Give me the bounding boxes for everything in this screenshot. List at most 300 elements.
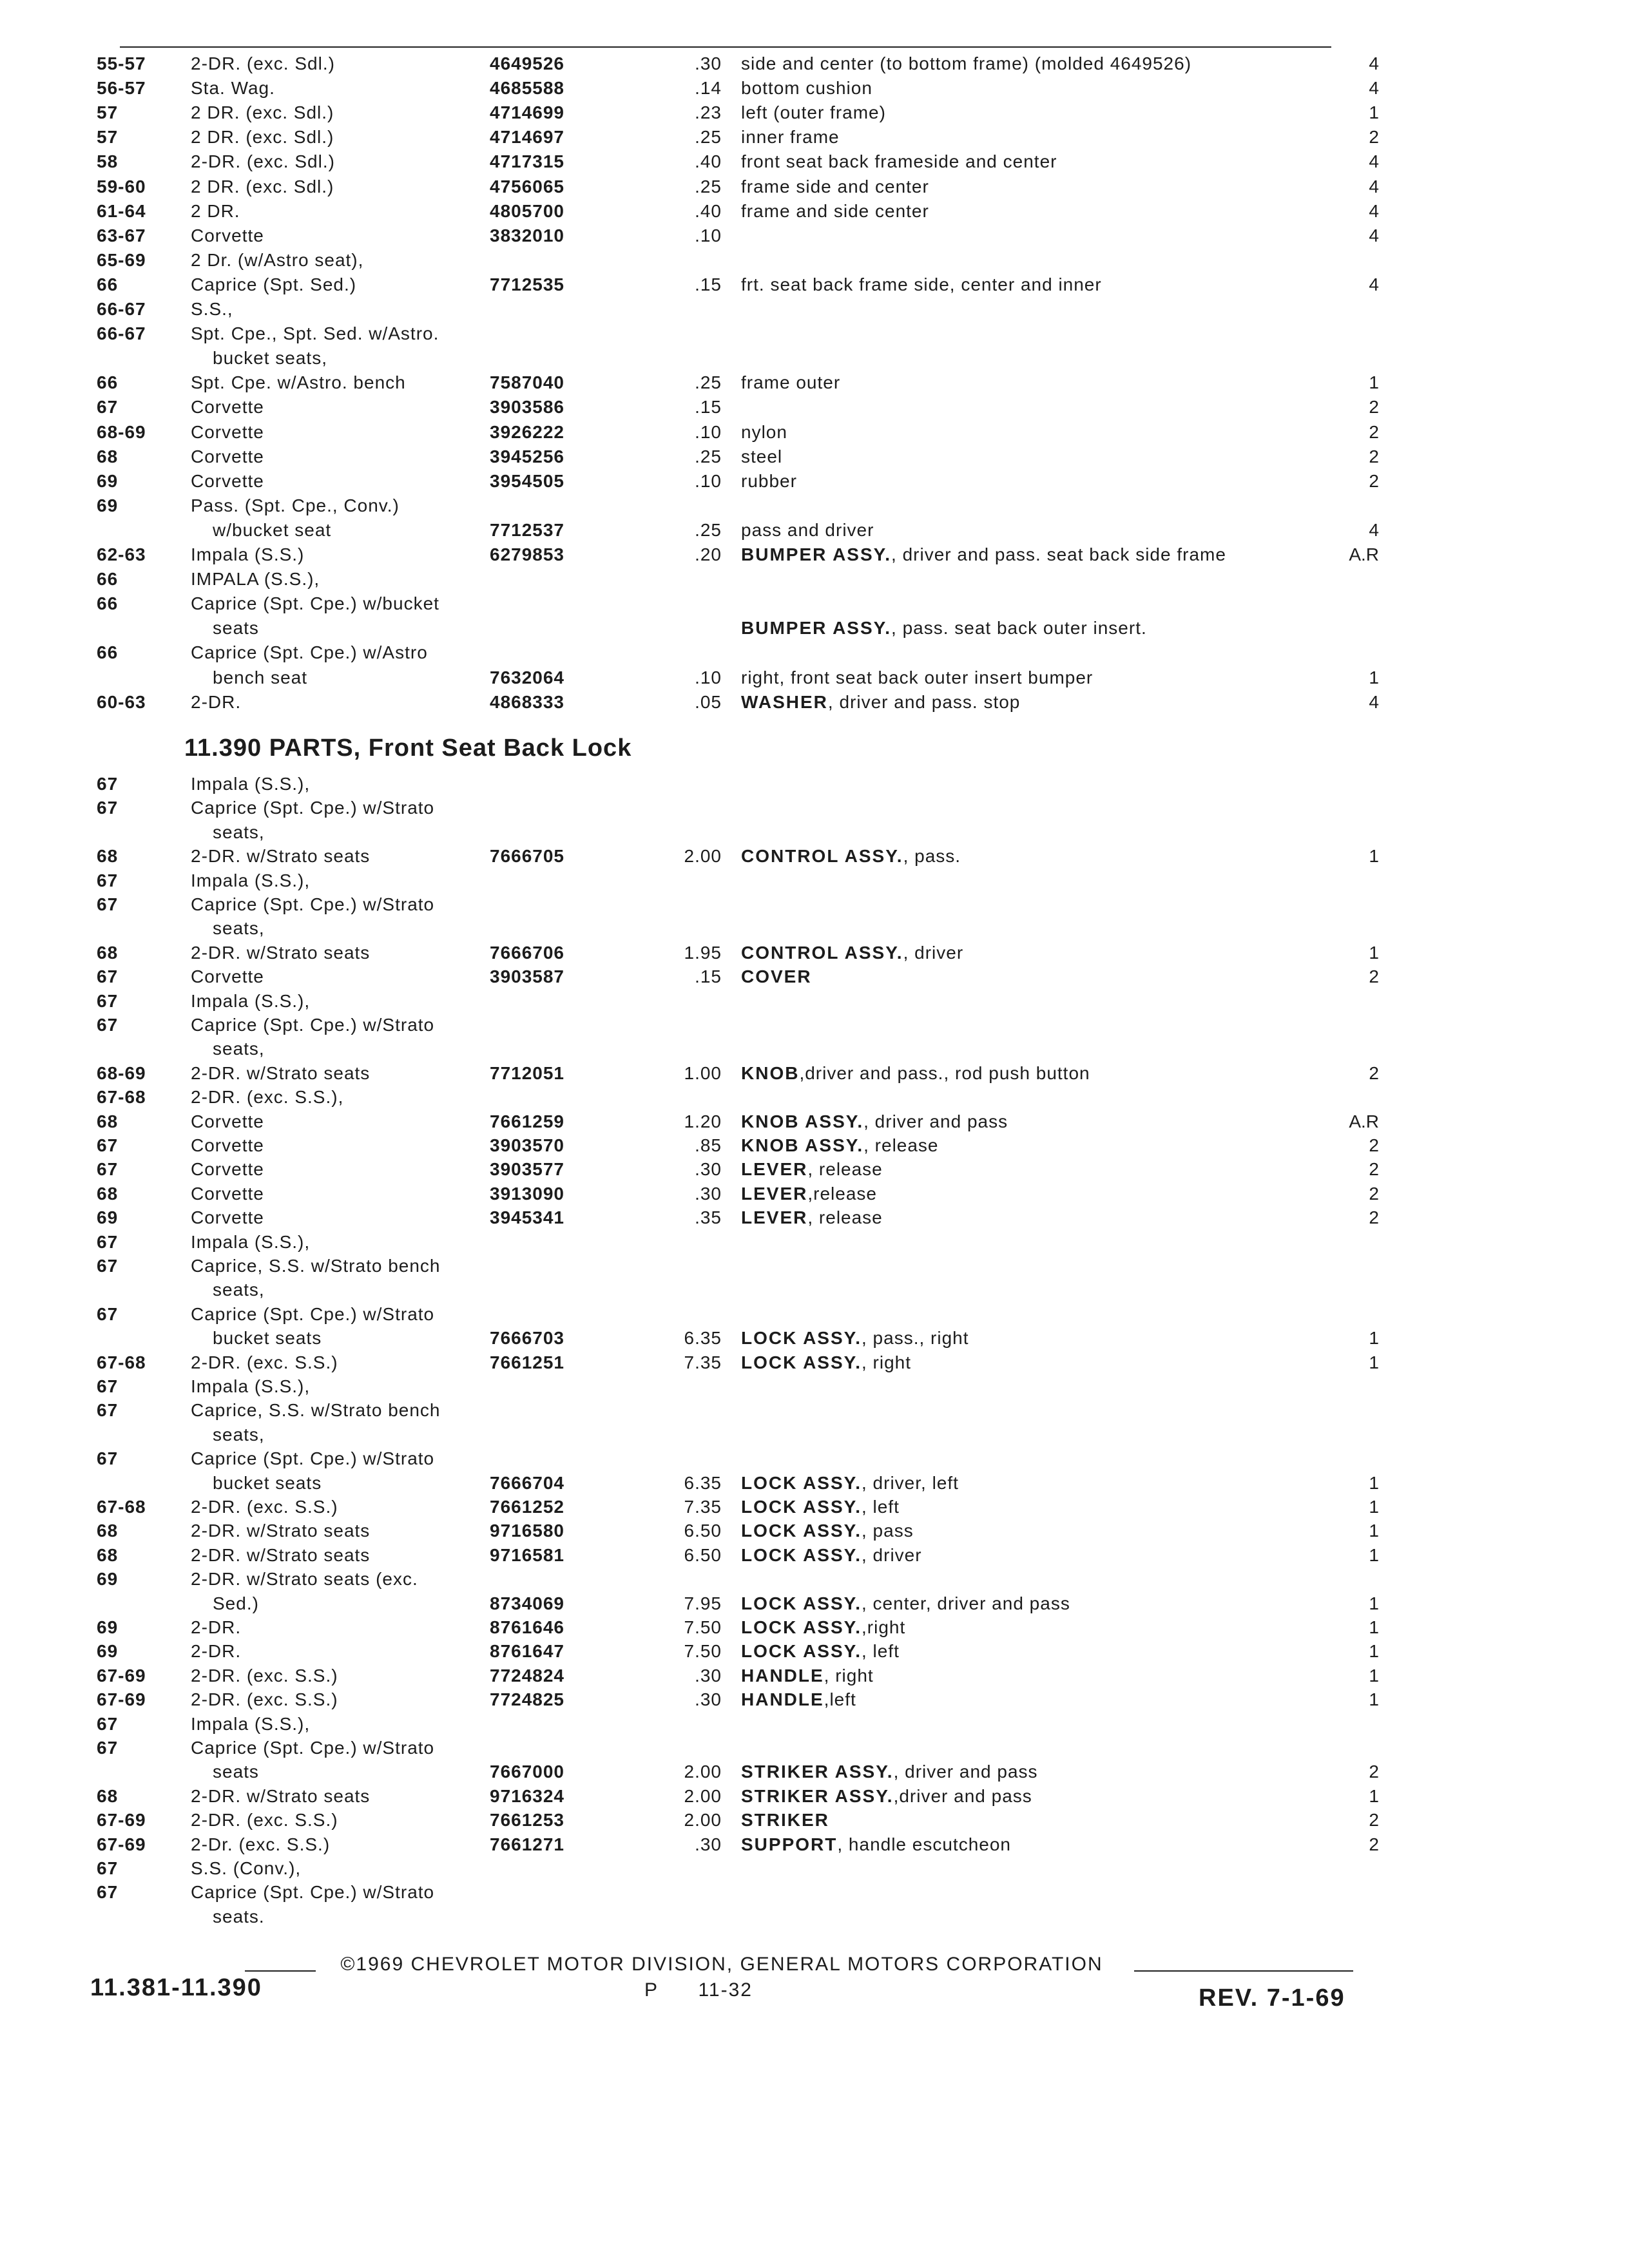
table-row bbox=[0, 1687, 1629, 1712]
part-number-cell: 3832010 bbox=[490, 225, 565, 245]
year-cell: 66 bbox=[97, 372, 119, 393]
model-cell: 2-DR. bbox=[191, 1617, 242, 1637]
table-row bbox=[0, 1398, 1629, 1423]
table-row bbox=[0, 844, 1629, 869]
table-row bbox=[0, 1423, 1629, 1447]
year-cell: 56-57 bbox=[97, 78, 146, 99]
table-row bbox=[0, 796, 1629, 820]
price-cell: .30 bbox=[695, 1834, 722, 1854]
model-cell: Impala (S.S.) bbox=[191, 544, 305, 564]
model-cell: Caprice (Spt. Cpe.) w/Strato bbox=[191, 1738, 435, 1758]
description-cell: frt. seat back frame side, center and inner bbox=[741, 274, 1102, 294]
price-cell: .25 bbox=[695, 127, 722, 148]
part-number-cell: 9716580 bbox=[490, 1521, 565, 1541]
part-number-cell: 7712537 bbox=[490, 519, 565, 540]
description-cell: left (outer frame) bbox=[741, 102, 886, 123]
quantity-cell: 1 bbox=[1369, 1521, 1379, 1541]
table-row bbox=[0, 322, 1629, 346]
table-row bbox=[0, 297, 1629, 322]
quantity-cell: 1 bbox=[1369, 1497, 1379, 1517]
year-cell: 68 bbox=[97, 846, 119, 867]
table-row bbox=[0, 591, 1629, 616]
year-cell: 57 bbox=[97, 102, 119, 123]
part-number-cell: 9716324 bbox=[490, 1785, 565, 1806]
price-cell: .15 bbox=[695, 274, 722, 294]
table-row bbox=[0, 175, 1629, 199]
part-number-cell: 3945256 bbox=[490, 446, 565, 466]
year-cell: 69 bbox=[97, 470, 119, 491]
quantity-cell: 1 bbox=[1369, 846, 1379, 867]
model-cell: Caprice (Spt. Cpe.) w/Strato bbox=[191, 1303, 435, 1324]
table-row bbox=[0, 1519, 1629, 1543]
year-cell: 61-64 bbox=[97, 200, 146, 221]
model-cell: bench seat bbox=[213, 667, 307, 687]
quantity-cell: 2 bbox=[1369, 1183, 1379, 1204]
price-cell: .23 bbox=[695, 102, 722, 123]
quantity-cell: 4 bbox=[1369, 200, 1379, 221]
top-rule bbox=[120, 46, 1331, 48]
model-cell: 2-DR. (exc. S.S.) bbox=[191, 1689, 338, 1710]
model-cell: 2-DR. w/Strato seats bbox=[191, 1521, 371, 1541]
table-row bbox=[0, 149, 1629, 174]
model-cell: Caprice, S.S. w/Strato bench bbox=[191, 1256, 441, 1276]
model-cell: 2-DR. (exc. S.S.) bbox=[191, 1497, 338, 1517]
part-number-cell: 3926222 bbox=[490, 421, 565, 442]
quantity-cell: 2 bbox=[1369, 397, 1379, 418]
part-name: BUMPER ASSY. bbox=[741, 544, 892, 564]
part-number-cell: 7666703 bbox=[490, 1328, 565, 1349]
part-number-cell: 7661259 bbox=[490, 1111, 565, 1131]
table-row bbox=[0, 892, 1629, 917]
table-row bbox=[0, 690, 1629, 715]
model-cell: 2-DR. w/Strato seats (exc. bbox=[191, 1569, 418, 1590]
year-cell: 68 bbox=[97, 1544, 119, 1565]
model-cell: bucket seats, bbox=[213, 348, 327, 369]
table-row bbox=[0, 1182, 1629, 1206]
description-cell: frame outer bbox=[741, 372, 841, 393]
table-row bbox=[0, 1013, 1629, 1037]
part-name: KNOB bbox=[741, 1062, 800, 1083]
year-cell: 67-68 bbox=[97, 1352, 146, 1372]
quantity-cell: 1 bbox=[1369, 667, 1379, 687]
part-number-cell: 3954505 bbox=[490, 470, 565, 491]
part-name: LEVER bbox=[741, 1183, 808, 1204]
price-cell: 7.35 bbox=[684, 1497, 722, 1517]
model-cell: Sed.) bbox=[213, 1593, 259, 1613]
year-cell: 67 bbox=[97, 1231, 119, 1252]
part-number-cell: 7724824 bbox=[490, 1665, 565, 1686]
table-row bbox=[0, 1254, 1629, 1278]
description-cell: STRIKER ASSY.,driver and pass bbox=[741, 1785, 1032, 1806]
part-name: HANDLE bbox=[741, 1689, 824, 1710]
part-name: LOCK ASSY. bbox=[741, 1593, 862, 1613]
model-cell: 2-DR. w/Strato seats bbox=[191, 1785, 371, 1806]
part-number-cell: 7661251 bbox=[490, 1352, 565, 1372]
section-heading: 11.390 PARTS, Front Seat Back Lock bbox=[184, 735, 632, 762]
model-cell: Caprice (Spt. Cpe.) w/Strato bbox=[191, 1015, 435, 1035]
price-cell: .15 bbox=[695, 397, 722, 418]
description-cell: HANDLE,left bbox=[741, 1689, 856, 1710]
table-row bbox=[0, 1856, 1629, 1881]
part-number-cell: 7661253 bbox=[490, 1810, 565, 1831]
model-cell: 2 Dr. (w/Astro seat), bbox=[191, 249, 364, 270]
quantity-cell: 2 bbox=[1369, 1762, 1379, 1782]
model-cell: bucket seats bbox=[213, 1328, 322, 1349]
model-cell: 2-DR. (exc. S.S.) bbox=[191, 1810, 338, 1831]
part-number-cell: 4714697 bbox=[490, 127, 565, 148]
year-cell: 67 bbox=[97, 1376, 119, 1396]
quantity-cell: 1 bbox=[1369, 1328, 1379, 1349]
model-cell: Corvette bbox=[191, 470, 264, 491]
price-cell: 1.20 bbox=[684, 1111, 722, 1131]
part-name: SUPPORT bbox=[741, 1834, 838, 1854]
price-cell: .30 bbox=[695, 1159, 722, 1180]
year-cell: 67 bbox=[97, 1713, 119, 1734]
part-name: CONTROL ASSY. bbox=[741, 942, 903, 963]
year-cell: 65-69 bbox=[97, 249, 146, 270]
table-row bbox=[0, 1591, 1629, 1616]
description-cell: KNOB ASSY., driver and pass bbox=[741, 1111, 1008, 1131]
model-cell: Corvette bbox=[191, 966, 264, 987]
table-row bbox=[0, 1350, 1629, 1375]
model-cell: S.S. (Conv.), bbox=[191, 1858, 302, 1878]
part-name: LOCK ASSY. bbox=[741, 1617, 862, 1637]
part-number-cell: 7666704 bbox=[490, 1472, 565, 1493]
year-cell: 63-67 bbox=[97, 225, 146, 245]
description-cell: bottom cushion bbox=[741, 78, 872, 99]
year-cell: 67 bbox=[97, 1135, 119, 1155]
table-row bbox=[0, 1495, 1629, 1519]
model-cell: 2 DR. bbox=[191, 200, 240, 221]
quantity-cell: 2 bbox=[1369, 421, 1379, 442]
part-name: CONTROL ASSY. bbox=[741, 846, 903, 867]
quantity-cell: 4 bbox=[1369, 151, 1379, 172]
part-name: STRIKER bbox=[741, 1810, 829, 1831]
description-cell bbox=[741, 965, 812, 989]
model-cell: Caprice (Spt. Cpe.) w/Strato bbox=[191, 1882, 435, 1903]
year-cell: 67 bbox=[97, 1256, 119, 1276]
year-cell: 68 bbox=[97, 942, 119, 963]
model-cell: 2 DR. (exc. Sdl.) bbox=[191, 176, 334, 197]
table-row bbox=[0, 616, 1629, 640]
copyright-line: ©1969 CHEVROLET MOTOR DIVISION, GENERAL MOTORS CORPORATION bbox=[340, 1954, 1103, 1975]
part-number-cell: 8761646 bbox=[490, 1617, 565, 1637]
year-cell: 66-67 bbox=[97, 299, 146, 319]
part-number-cell: 7661252 bbox=[490, 1497, 565, 1517]
price-cell: .85 bbox=[695, 1135, 722, 1155]
table-row bbox=[0, 273, 1629, 297]
part-name: LOCK ASSY. bbox=[741, 1352, 862, 1372]
model-cell: seats. bbox=[213, 1906, 265, 1927]
model-cell: Corvette bbox=[191, 1111, 264, 1131]
part-name: KNOB ASSY. bbox=[741, 1135, 864, 1155]
description-cell: BUMPER ASSY., pass. seat back outer insert. bbox=[741, 618, 1147, 639]
part-name: LEVER bbox=[741, 1207, 808, 1228]
model-cell: Caprice, S.S. w/Strato bench bbox=[191, 1400, 441, 1421]
table-row bbox=[0, 965, 1629, 989]
page-number: P 11-32 bbox=[644, 1979, 753, 2001]
model-cell: 2-DR. w/Strato seats bbox=[191, 942, 371, 963]
quantity-cell: 1 bbox=[1369, 1593, 1379, 1613]
table-row bbox=[0, 1374, 1629, 1399]
table-row bbox=[0, 199, 1629, 224]
description-cell: steel bbox=[741, 446, 783, 466]
model-cell: Corvette bbox=[191, 1207, 264, 1228]
table-row bbox=[0, 1567, 1629, 1591]
description-cell: SUPPORT, handle escutcheon bbox=[741, 1834, 1011, 1854]
year-cell: 67 bbox=[97, 798, 119, 818]
price-cell: .10 bbox=[695, 225, 722, 245]
year-cell: 69 bbox=[97, 1207, 119, 1228]
price-cell: .05 bbox=[695, 691, 722, 712]
model-cell: 2-DR. (exc. Sdl.) bbox=[191, 53, 335, 73]
quantity-cell: 1 bbox=[1369, 1472, 1379, 1493]
table-row bbox=[0, 1110, 1629, 1134]
model-cell: seats, bbox=[213, 822, 265, 842]
part-name: HANDLE bbox=[741, 1665, 824, 1686]
model-cell: 2 DR. (exc. Sdl.) bbox=[191, 127, 334, 148]
table-row bbox=[0, 772, 1629, 796]
table-row bbox=[0, 1639, 1629, 1664]
description-cell: CONTROL ASSY., driver bbox=[741, 942, 964, 963]
table-row bbox=[0, 1905, 1629, 1929]
year-cell: 58 bbox=[97, 151, 119, 172]
table-row bbox=[0, 1832, 1629, 1857]
part-number-cell: 4649526 bbox=[490, 53, 565, 73]
table-row bbox=[0, 494, 1629, 518]
year-cell: 67 bbox=[97, 774, 119, 794]
quantity-cell: 2 bbox=[1369, 1207, 1379, 1228]
table-row bbox=[0, 1085, 1629, 1110]
year-cell: 67 bbox=[97, 894, 119, 914]
quantity-cell: 1 bbox=[1369, 1689, 1379, 1710]
table-row bbox=[0, 346, 1629, 370]
year-cell: 67 bbox=[97, 397, 119, 418]
model-cell: Corvette bbox=[191, 446, 264, 466]
quantity-cell: 2 bbox=[1369, 446, 1379, 466]
part-number-cell: 3903577 bbox=[490, 1159, 565, 1180]
table-row bbox=[0, 125, 1629, 149]
price-cell: .25 bbox=[695, 176, 722, 197]
year-cell: 67-69 bbox=[97, 1834, 146, 1854]
quantity-cell: 4 bbox=[1369, 274, 1379, 294]
revision-date: REV. 7-1-69 bbox=[1199, 1984, 1345, 2012]
table-row bbox=[0, 420, 1629, 445]
year-cell: 67 bbox=[97, 1448, 119, 1469]
price-cell: .10 bbox=[695, 667, 722, 687]
quantity-cell: 1 bbox=[1369, 1544, 1379, 1565]
model-cell: seats, bbox=[213, 1280, 265, 1300]
table-row bbox=[0, 224, 1629, 248]
year-cell: 67-69 bbox=[97, 1810, 146, 1831]
model-cell: Impala (S.S.), bbox=[191, 870, 311, 890]
year-cell: 68-69 bbox=[97, 421, 146, 442]
price-cell: 6.35 bbox=[684, 1328, 722, 1349]
part-number-cell: 3945341 bbox=[490, 1207, 565, 1228]
table-row bbox=[0, 1446, 1629, 1471]
year-cell: 66 bbox=[97, 569, 119, 590]
model-cell: Pass. (Spt. Cpe., Conv.) bbox=[191, 495, 400, 515]
part-number-cell: 4868333 bbox=[490, 691, 565, 712]
quantity-cell: A.R bbox=[1349, 1111, 1379, 1131]
description-cell: LOCK ASSY., driver, left bbox=[741, 1472, 959, 1493]
model-cell: Corvette bbox=[191, 397, 264, 418]
model-cell: Spt. Cpe. w/Astro. bench bbox=[191, 372, 406, 393]
price-cell: .30 bbox=[695, 53, 722, 73]
price-cell: .40 bbox=[695, 200, 722, 221]
table-row bbox=[0, 1230, 1629, 1254]
description-cell: LEVER, release bbox=[741, 1159, 883, 1180]
price-cell: .10 bbox=[695, 421, 722, 442]
quantity-cell: 2 bbox=[1369, 1159, 1379, 1180]
description-cell: KNOB ASSY., release bbox=[741, 1135, 939, 1155]
model-cell: seats bbox=[213, 1762, 259, 1782]
table-row bbox=[0, 1037, 1629, 1061]
part-number-cell: 7661271 bbox=[490, 1834, 565, 1854]
year-cell: 67 bbox=[97, 966, 119, 987]
quantity-cell: 1 bbox=[1369, 1785, 1379, 1806]
year-cell: 67 bbox=[97, 1015, 119, 1035]
price-cell: .14 bbox=[695, 78, 722, 99]
price-cell: 1.95 bbox=[684, 942, 722, 963]
price-cell: .20 bbox=[695, 544, 722, 564]
quantity-cell: 2 bbox=[1369, 1810, 1379, 1831]
part-number-cell: 3903587 bbox=[490, 966, 565, 987]
model-cell: seats, bbox=[213, 1039, 265, 1059]
model-cell: Sta. Wag. bbox=[191, 78, 275, 99]
table-row bbox=[0, 101, 1629, 125]
year-cell: 68 bbox=[97, 1111, 119, 1131]
description-cell: right, front seat back outer insert bumper bbox=[741, 667, 1094, 687]
quantity-cell: 2 bbox=[1369, 127, 1379, 148]
description-cell: LOCK ASSY., center, driver and pass bbox=[741, 1593, 1070, 1613]
table-row bbox=[0, 1712, 1629, 1736]
quantity-cell: 4 bbox=[1369, 53, 1379, 73]
year-cell: 66-67 bbox=[97, 323, 146, 344]
model-cell: Impala (S.S.), bbox=[191, 1376, 311, 1396]
description-cell: KNOB,driver and pass., rod push button bbox=[741, 1062, 1090, 1083]
description-cell: LOCK ASSY., pass bbox=[741, 1521, 914, 1541]
part-number-cell: 4714699 bbox=[490, 102, 565, 123]
table-row bbox=[0, 1157, 1629, 1182]
description-cell: STRIKER ASSY., driver and pass bbox=[741, 1762, 1038, 1782]
year-cell: 68 bbox=[97, 1521, 119, 1541]
model-cell: 2-DR. w/Strato seats bbox=[191, 1062, 371, 1083]
price-cell: 1.00 bbox=[684, 1062, 722, 1083]
part-name: LOCK ASSY. bbox=[741, 1328, 862, 1349]
model-cell: 2-DR. bbox=[191, 691, 242, 712]
year-cell: 67 bbox=[97, 1738, 119, 1758]
quantity-cell: 1 bbox=[1369, 1665, 1379, 1686]
quantity-cell: 1 bbox=[1369, 102, 1379, 123]
year-cell: 68-69 bbox=[97, 1062, 146, 1083]
price-cell: 7.35 bbox=[684, 1352, 722, 1372]
quantity-cell: 1 bbox=[1369, 372, 1379, 393]
description-cell: LOCK ASSY., left bbox=[741, 1641, 900, 1662]
part-name: LOCK ASSY. bbox=[741, 1641, 862, 1662]
part-name: LOCK ASSY. bbox=[741, 1544, 862, 1565]
price-cell: 6.50 bbox=[684, 1544, 722, 1565]
part-name: BUMPER ASSY. bbox=[741, 618, 892, 639]
part-number-cell: 4717315 bbox=[490, 151, 565, 172]
part-number-cell: 8734069 bbox=[490, 1593, 565, 1613]
description-cell: frame side and center bbox=[741, 176, 929, 197]
table-row bbox=[0, 1736, 1629, 1760]
description-cell: rubber bbox=[741, 470, 797, 491]
model-cell: S.S., bbox=[191, 299, 233, 319]
part-name: LOCK ASSY. bbox=[741, 1521, 862, 1541]
description-cell: nylon bbox=[741, 421, 787, 442]
model-cell: Spt. Cpe., Spt. Sed. w/Astro. bbox=[191, 323, 439, 344]
table-row bbox=[0, 640, 1629, 665]
description-cell: HANDLE, right bbox=[741, 1665, 874, 1686]
quantity-cell: 1 bbox=[1369, 1352, 1379, 1372]
price-cell: .30 bbox=[695, 1665, 722, 1686]
year-cell: 67-68 bbox=[97, 1087, 146, 1108]
year-cell: 66 bbox=[97, 642, 119, 663]
description-cell: LEVER,release bbox=[741, 1183, 877, 1204]
price-cell: .25 bbox=[695, 446, 722, 466]
part-name: LOCK ASSY. bbox=[741, 1497, 862, 1517]
description-cell: LOCK ASSY., left bbox=[741, 1497, 900, 1517]
price-cell: 2.00 bbox=[684, 846, 722, 867]
model-cell: Impala (S.S.), bbox=[191, 774, 311, 794]
table-row bbox=[0, 989, 1629, 1014]
description-cell: pass and driver bbox=[741, 519, 874, 540]
year-cell: 69 bbox=[97, 1617, 119, 1637]
table-row bbox=[0, 1615, 1629, 1640]
year-cell: 67-69 bbox=[97, 1665, 146, 1686]
table-row bbox=[0, 518, 1629, 543]
table-row bbox=[0, 445, 1629, 469]
table-row bbox=[0, 1760, 1629, 1784]
description-cell: CONTROL ASSY., pass. bbox=[741, 846, 961, 867]
price-cell: 7.50 bbox=[684, 1617, 722, 1637]
model-cell: Impala (S.S.), bbox=[191, 990, 311, 1011]
part-name: WASHER bbox=[741, 691, 828, 712]
model-cell: Corvette bbox=[191, 1135, 264, 1155]
table-row bbox=[0, 1664, 1629, 1688]
part-name: COVER bbox=[741, 966, 812, 987]
year-cell: 60-63 bbox=[97, 691, 146, 712]
year-cell: 62-63 bbox=[97, 544, 146, 564]
year-cell: 59-60 bbox=[97, 176, 146, 197]
year-cell: 67-68 bbox=[97, 1497, 146, 1517]
year-cell: 55-57 bbox=[97, 53, 146, 73]
price-cell: .10 bbox=[695, 470, 722, 491]
price-cell: .30 bbox=[695, 1689, 722, 1710]
footer-rule-right bbox=[1134, 1970, 1353, 1972]
year-cell: 67 bbox=[97, 990, 119, 1011]
quantity-cell: 4 bbox=[1369, 176, 1379, 197]
year-cell: 68 bbox=[97, 1183, 119, 1204]
model-cell: Corvette bbox=[191, 1159, 264, 1180]
part-number-cell: 7587040 bbox=[490, 372, 565, 393]
table-row bbox=[0, 370, 1629, 395]
price-cell: .15 bbox=[695, 966, 722, 987]
description-cell: inner frame bbox=[741, 127, 840, 148]
part-number-cell: 3913090 bbox=[490, 1183, 565, 1204]
price-cell: .40 bbox=[695, 151, 722, 172]
model-cell: Caprice (Spt. Cpe.) w/Strato bbox=[191, 798, 435, 818]
part-name: LOCK ASSY. bbox=[741, 1472, 862, 1493]
model-cell: 2-DR. (exc. S.S.), bbox=[191, 1087, 344, 1108]
model-cell: Caprice (Spt. Cpe.) w/Strato bbox=[191, 1448, 435, 1469]
quantity-cell: 4 bbox=[1369, 519, 1379, 540]
table-row bbox=[0, 1278, 1629, 1302]
part-number-cell: 7632064 bbox=[490, 667, 565, 687]
model-cell: 2-Dr. (exc. S.S.) bbox=[191, 1834, 331, 1854]
